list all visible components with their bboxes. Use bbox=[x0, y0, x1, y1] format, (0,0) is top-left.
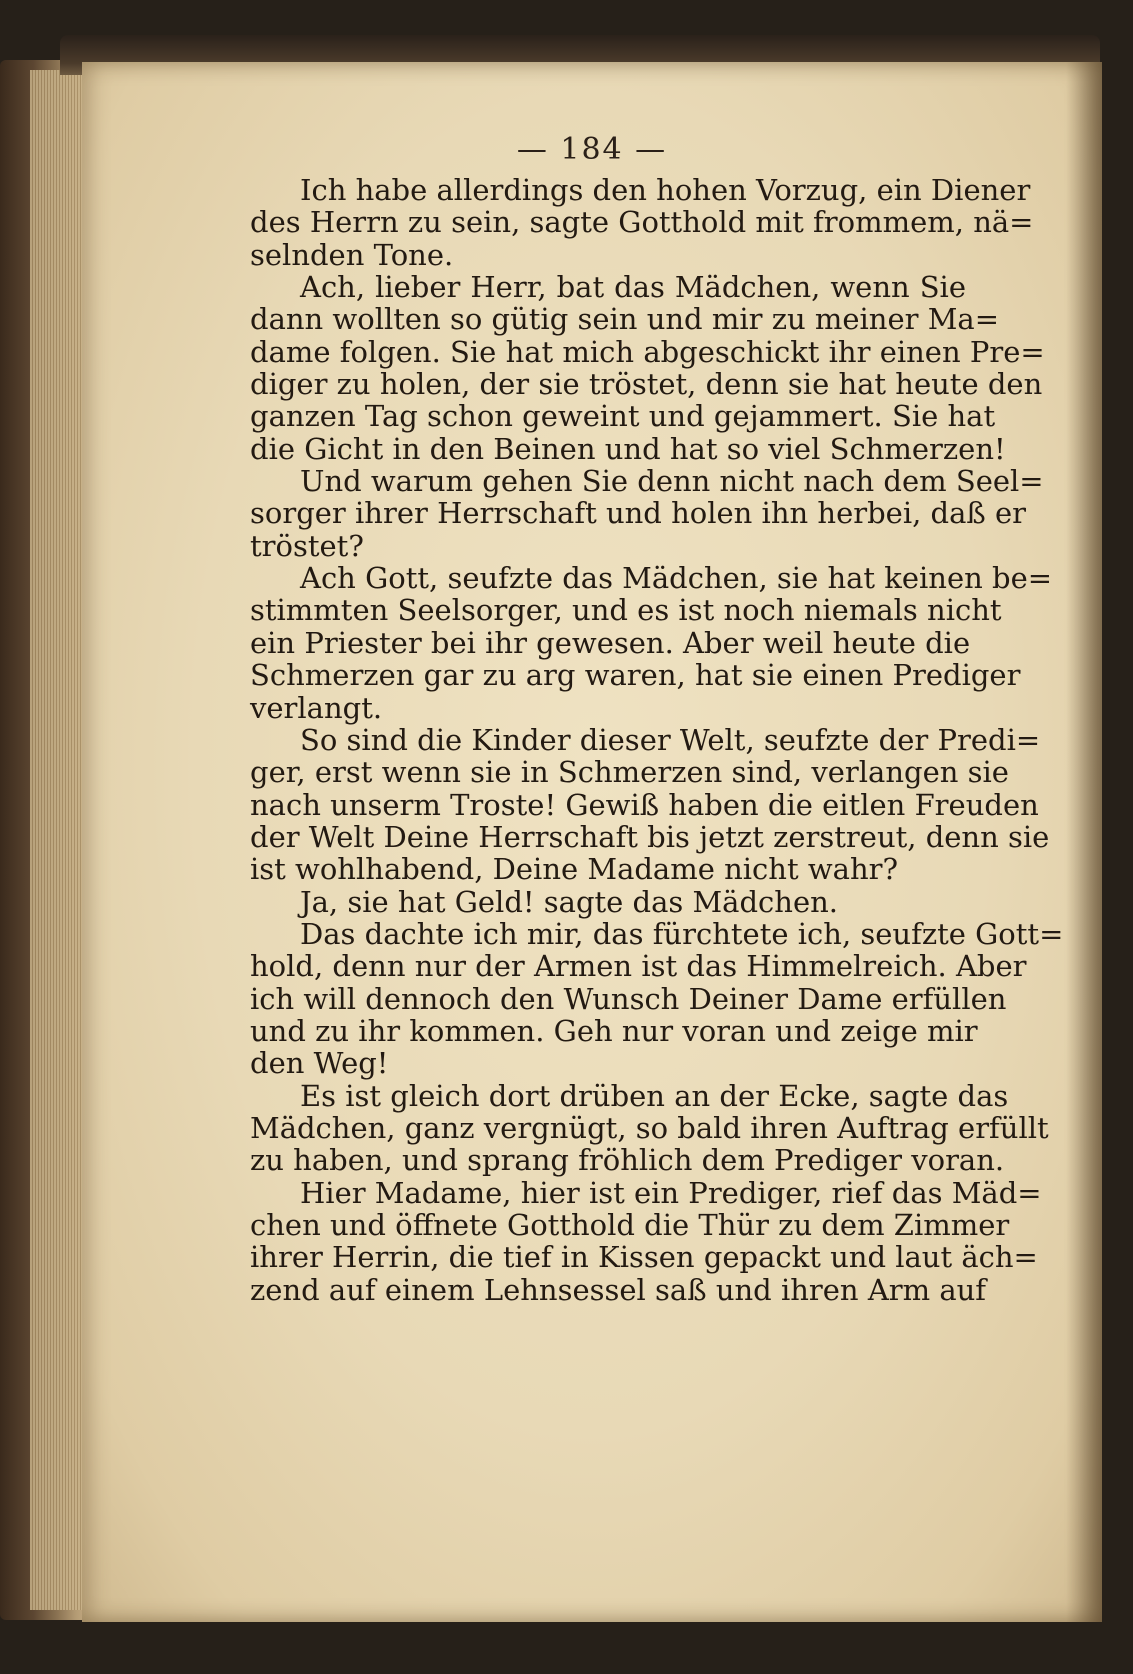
text-line: ist wohlhabend, Deine Madame nicht wahr? bbox=[250, 852, 899, 887]
text-line: Hier Madame, hier ist ein Prediger, rief das Mäd= bbox=[300, 1175, 1042, 1210]
text-line: dame folgen. Sie hat mich abgeschickt ihr einen Pre= bbox=[250, 334, 1045, 369]
text-line: Mädchen, ganz vergnügt, so bald ihren Auftrag erfüllt bbox=[250, 1110, 1049, 1145]
text-line: zu haben, und sprang fröhlich dem Prediger voran. bbox=[250, 1143, 1005, 1178]
text-line: Es ist gleich dort drüben an der Ecke, sagte das bbox=[300, 1078, 1009, 1113]
text-line: den Weg! bbox=[250, 1046, 389, 1081]
text-line: ihrer Herrin, die tief in Kissen gepackt und laut äch= bbox=[250, 1240, 1038, 1275]
text-line: die Gicht in den Beinen und hat so viel Schmerzen! bbox=[250, 431, 1006, 466]
text-line: ganzen Tag schon geweint und gejammert. Sie hat bbox=[250, 399, 996, 434]
text-line: Und warum gehen Sie denn nicht nach dem Seel= bbox=[300, 464, 1044, 499]
page-text-block bbox=[250, 173, 1064, 1307]
text-line: Das dachte ich mir, das fürchtete ich, seufzte Gott= bbox=[300, 916, 1064, 951]
text-line: diger zu holen, der sie tröstet, denn sie hat heute den bbox=[250, 367, 1043, 402]
text-line: chen und öffnete Gotthold die Thür zu dem Zimmer bbox=[250, 1208, 1010, 1242]
page-number: — 184 — bbox=[516, 132, 668, 167]
text-line: Ich habe allerdings den hohen Vorzug, ein Diener bbox=[300, 173, 1031, 207]
page-gutter-shadow bbox=[1066, 62, 1102, 1622]
book-page bbox=[82, 62, 1102, 1622]
text-line: der Welt Deine Herrschaft bis jetzt zerstreut, denn sie bbox=[250, 819, 1050, 854]
text-line: zend auf einem Lehnsessel saß und ihren Arm auf bbox=[250, 1272, 987, 1307]
text-line: tröstet? bbox=[250, 528, 364, 563]
text-line: verlangt. bbox=[250, 690, 383, 725]
text-line: So sind die Kinder dieser Welt, seufzte der Predi= bbox=[300, 722, 1041, 757]
text-line: und zu ihr kommen. Geh nur voran und zeige mir bbox=[250, 1013, 978, 1048]
text-line: ger, erst wenn sie in Schmerzen sind, verlangen sie bbox=[250, 755, 1009, 790]
text-line: sorger ihrer Herrschaft und holen ihn herbei, daß er bbox=[250, 496, 1027, 531]
text-line: Schmerzen gar zu arg waren, hat sie einen Prediger bbox=[250, 658, 1021, 693]
text-line: nach unserm Troste! Gewiß haben die eitlen Freuden bbox=[250, 787, 1039, 822]
text-line: Ach, lieber Herr, bat das Mädchen, wenn Sie bbox=[300, 270, 966, 305]
page-stack-edge bbox=[30, 70, 90, 1610]
text-line: ein Priester bei ihr gewesen. Aber weil heute die bbox=[250, 625, 971, 660]
text-line: Ja, sie hat Geld! sagte das Mädchen. bbox=[300, 884, 839, 919]
text-line: des Herrn zu sein, sagte Gotthold mit frommem, nä= bbox=[250, 205, 1034, 240]
text-line: ich will dennoch den Wunsch Deiner Dame erfüllen bbox=[250, 981, 1007, 1016]
text-line: hold, denn nur der Armen ist das Himmelreich. Aber bbox=[250, 949, 1027, 984]
text-line: stimmten Seelsorger, und es ist noch niemals nicht bbox=[250, 593, 1002, 628]
text-line: Ach Gott, seufzte das Mädchen, sie hat keinen be= bbox=[300, 561, 1053, 596]
text-line: dann wollten so gütig sein und mir zu meiner Ma= bbox=[250, 302, 1000, 337]
text-line: selnden Tone. bbox=[250, 237, 454, 272]
